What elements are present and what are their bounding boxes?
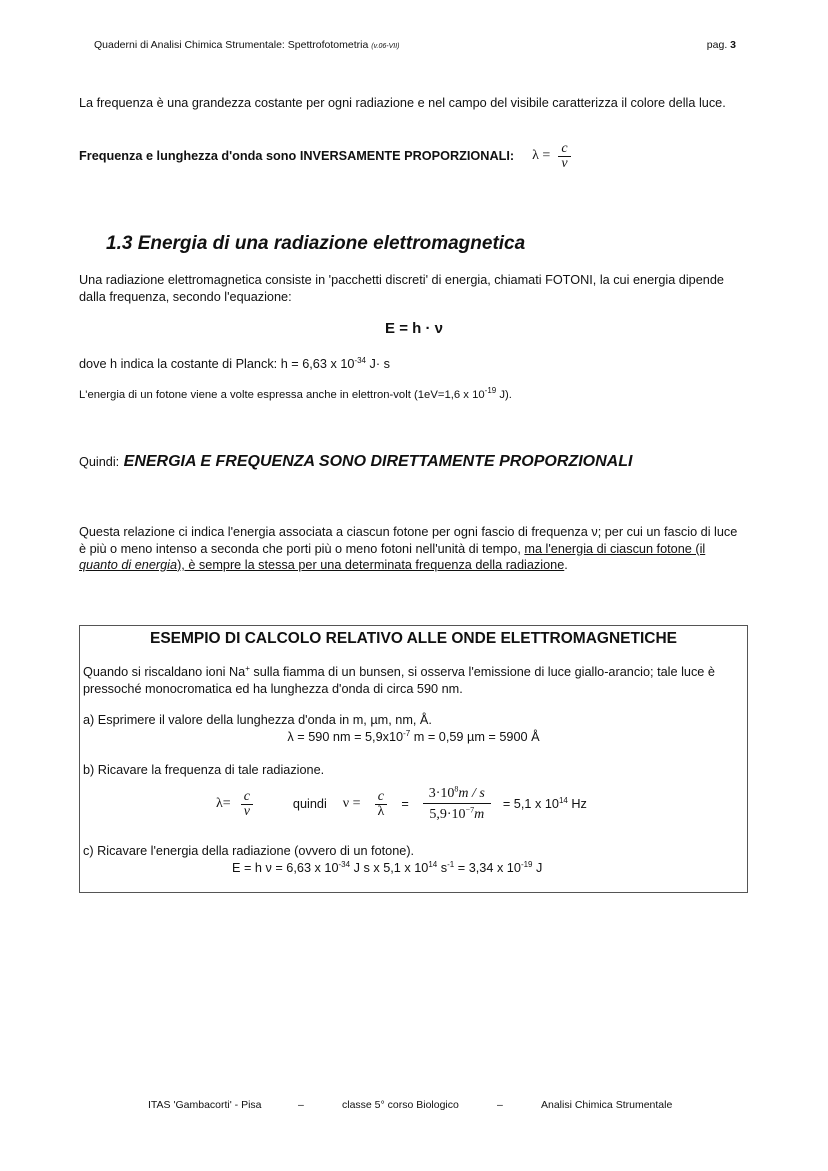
calc-numerator-value: 3·10: [428, 785, 455, 801]
planck-exponent: -34: [354, 355, 366, 365]
ev-text: L'energia di un fotone viene a volte espressa anche in elettron-volt (1eV=1,6 x 10: [79, 389, 485, 401]
example-intro-text: Quando si riscaldano ioni Na: [83, 665, 246, 679]
inverse-proportion-line: [79, 142, 759, 171]
header-title: Quaderni di Analisi Chimica Strumentale: Spettrofotometria: [94, 39, 369, 51]
intro-paragraph: La frequenza è una grandezza costante per ogni radiazione e nel campo del visibile caratterizza il colore della luce.: [79, 96, 726, 110]
calc-fraction-c-lambda: [375, 790, 388, 819]
calc-quindi: quindi: [292, 796, 327, 811]
page-label: pag.: [706, 39, 728, 51]
answer-c: [232, 860, 542, 877]
page-number: 3: [730, 39, 736, 51]
header-version: (v.06-VII): [371, 43, 400, 50]
section-heading: 1.3 Energia di una radiazione elettromagnetica: [106, 233, 526, 254]
answer-c-part-2: J s x 5,1 x 10: [350, 861, 429, 875]
question-c: c) Ricavare l'energia della radiazione (ovvero di un fotone).: [83, 844, 415, 858]
calc-result-exp: 14: [558, 795, 568, 805]
answer-a-text-2: m = 0,59 µm = 5900 Å: [410, 730, 540, 744]
page-number-label: [707, 39, 736, 51]
answer-c-part-3: s: [437, 861, 448, 875]
footer-class: classe 5° corso Biologico: [342, 1099, 459, 1111]
calc-result-unit: Hz: [567, 796, 587, 811]
answer-c-part-4: = 3,34 x 10: [454, 861, 521, 875]
answer-c-exp-1: -34: [338, 859, 351, 869]
fraction-numerator: c: [558, 142, 570, 157]
question-b: b) Ricavare la frequenza di tale radiazione.: [83, 763, 325, 777]
calc-lambda-den: λ: [377, 803, 385, 819]
calc-denominator: [423, 804, 490, 822]
running-header: [94, 39, 400, 51]
energy-equation: E = h · ν: [385, 320, 443, 337]
example-title: ESEMPIO DI CALCOLO RELATIVO ALLE ONDE ELETTROMAGNETICHE: [149, 630, 677, 647]
calc-numerator-unit: m / s: [458, 785, 485, 801]
calc-nu: ν: [243, 803, 250, 819]
footer-subject: Analisi Chimica Strumentale: [541, 1099, 673, 1111]
calc-c: c: [241, 790, 253, 805]
calc-lambda: λ=: [216, 795, 231, 811]
ev-exponent: -19: [484, 386, 497, 396]
calc-numeric-fraction: [423, 783, 491, 822]
answer-c-exp-2: 14: [428, 859, 438, 869]
sodium-charge: +: [245, 663, 250, 673]
underlined-text-2: ), è sempre la stessa per una determinata frequenza della radiazione: [177, 558, 565, 572]
footer-dash-1: –: [298, 1099, 304, 1111]
calc-denominator-unit: m: [474, 806, 485, 822]
footer-school: ITAS 'Gambacorti' - Pisa: [148, 1099, 262, 1111]
fraction-denominator: ν: [561, 156, 568, 171]
quanto-di-energia: quanto di energia: [79, 558, 178, 572]
answer-a: [80, 729, 747, 746]
calc-result: [503, 796, 587, 813]
example-intro-text-2: sulla fiamma di un bunsen, si osserva l'emissione di luce giallo-arancio; tale luce è pressoché monocromatica ed ha lunghezza d'onda di circa 590 nm.: [83, 665, 715, 696]
example-intro: [83, 664, 738, 697]
direct-proportion-line: [79, 453, 632, 471]
section-paragraph: Una radiazione elettromagnetica consiste in 'pacchetti discreti' di energia, chiamati FOTONI, la cui energia dipende dalla frequenza, secondo l'equazione:: [79, 273, 724, 304]
planck-unit: J· s: [366, 357, 390, 371]
answer-c-exp-4: -19: [520, 859, 533, 869]
frequency-calculation: [216, 782, 587, 826]
electronvolt-line: [79, 386, 512, 401]
answer-c-unit: J: [532, 861, 543, 875]
calc-result-value: = 5,1 x 10: [502, 796, 559, 811]
footer-dash-2: –: [497, 1099, 503, 1111]
calc-equals: =: [401, 796, 409, 811]
answer-c-exp-3: -1: [447, 859, 455, 869]
answer-a-text: λ = 590 nm = 5,9x10: [287, 730, 404, 744]
lambda-fraction: [558, 142, 570, 171]
ev-unit: J).: [496, 389, 512, 401]
answer-a-exponent: -7: [403, 728, 411, 738]
calc-numerator-exp: 8: [454, 783, 459, 793]
calc-fraction-c-nu: [241, 790, 253, 819]
answer-c-part-1: E = h ν = 6,63 x 10: [232, 861, 339, 875]
calc-nu-equals: ν =: [342, 795, 361, 811]
calc-c-2: c: [375, 790, 387, 805]
calc-denominator-exp: −7: [465, 804, 475, 814]
example-box: [79, 625, 748, 893]
underlined-text-1: ma l'energia di ciascun fotone (il: [524, 541, 706, 556]
quindi-label: Quindi:: [79, 455, 120, 469]
lambda-equals: λ =: [532, 148, 551, 164]
inverse-proportion-label: Frequenza e lunghezza d'onda sono INVERSAMENTE PROPORZIONALI:: [79, 149, 515, 164]
photon-paragraph: [79, 524, 747, 574]
photon-period: .: [564, 558, 568, 572]
planck-text: dove h indica la costante di Planck: h = 6,63 x 10: [79, 357, 355, 371]
photon-text: Questa relazione ci indica l'energia associata a ciascun fotone per ogni fascio di frequenza ν; per cui un fascio di luce è più o meno intenso a seconda che porti più o meno fotoni nell'unità di tempo,: [79, 525, 738, 556]
calc-numerator: [423, 783, 491, 804]
planck-constant-line: [79, 356, 390, 373]
question-a: a) Esprimere il valore della lunghezza d'onda in m, µm, nm, Å.: [83, 713, 432, 727]
calc-denominator-value: 5,9·10: [429, 806, 466, 822]
direct-proportion-statement: ENERGIA E FREQUENZA SONO DIRETTAMENTE PROPORZIONALI: [123, 453, 633, 470]
